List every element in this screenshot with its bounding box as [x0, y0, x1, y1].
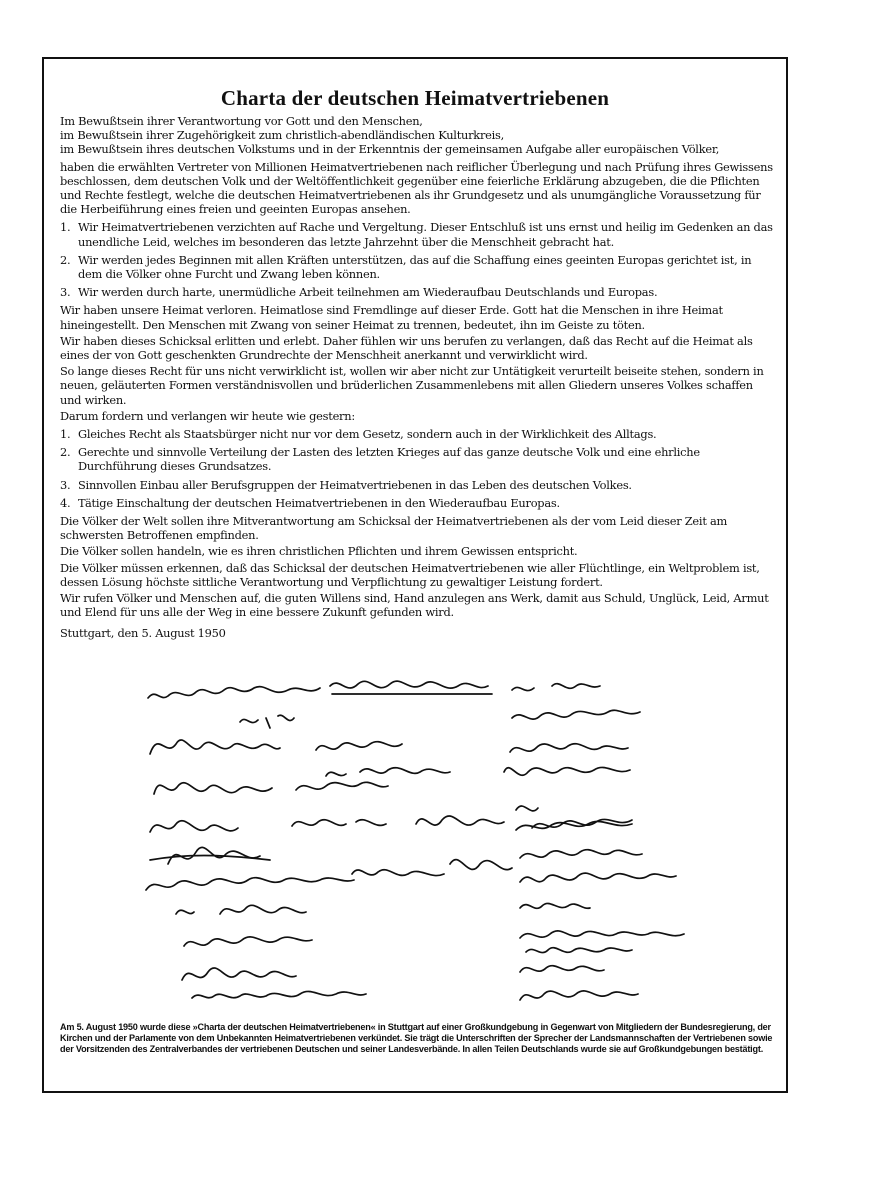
signature-stroke — [504, 767, 630, 775]
signature-stroke — [150, 821, 238, 832]
signature-stroke — [330, 681, 488, 688]
pledge-item — [60, 285, 774, 299]
signature-stroke — [296, 782, 388, 790]
pledge-number: 1. — [60, 220, 71, 235]
paragraph: So lange dieses Recht für uns nicht verwirklicht ist, wollen wir aber nicht zur Untätigkeit verurteilt beiseite stehen, sondern in neuen, geläuterten Formen verständnisvollen und brüderlichen Zusammenlebens mit allen Gliedern unseres Volkes schaffen und wirken. — [60, 364, 764, 407]
pledge-text: Wir werden durch harte, unermüdliche Arbeit teilnehmen am Wiederaufbau Deutschlands und Europas. — [78, 285, 658, 300]
pledge-list — [60, 220, 774, 299]
footnote: Am 5. August 1950 wurde diese »Charta der deutschen Heimatvertriebenen« in Stuttgart auf einer Großkundgebung in Gegenwart von Mitgliedern der Bundesregierung, der Kirchen und der Parlamente von dem Unbekannten Heimatvertriebenen verkündet. Sie trägt die Unterschriften der Sprecher der Landsmannschaften der Vertriebenen sowie der Vorsitzenden des Zentralverbandes der vertriebenen Deutschen und seiner Landesverbände. In allen Teilen Deutschlands wurde sie auf Großkundgebungen bestätigt. — [60, 1022, 773, 1055]
signature-stroke — [520, 873, 676, 882]
signature-stroke — [526, 948, 632, 953]
signature-stroke — [184, 937, 312, 946]
demand-number: 2. — [60, 445, 71, 460]
paragraph: Wir rufen Völker und Menschen auf, die guten Willens sind, Hand anzulegen ans Werk, damit aus Schuld, Unglück, Leid, Armut und Elend für uns alle der Weg in eine bessere Zukunft gefunden wird. — [60, 591, 769, 620]
paragraph: Die Völker sollen handeln, wie es ihren christlichen Pflichten und ihrem Gewissen entspricht. — [60, 544, 578, 559]
preamble-paragraph: haben die erwählten Vertreter von Millionen Heimatvertriebenen nach reiflicher Überlegung und nach Prüfung ihres Gewissens beschlossen, dem deutschen Volk und der Weltöffentlichkeit gegenüber eine feierliche Erklärung abzugeben, die die Pflichten und Rechte festlegt, welche die deutschen Heimatvertriebenen als ihr Grundgesetz und als unumgängliche Voraussetzung für die Herbeiführung eines freien und geeinten Europas ansehen. — [60, 159, 773, 217]
signature-stroke — [148, 687, 320, 698]
demand-item — [60, 478, 774, 492]
signature-stroke — [292, 820, 386, 826]
signature-stroke — [416, 816, 504, 825]
signature-stroke — [520, 931, 684, 938]
signature-stroke — [512, 710, 640, 719]
pledge-text: Wir Heimatvertriebenen verzichten auf Rache und Vergeltung. Dieser Entschluß ist uns ernst und heilig im Gedenken an das unendliche Leid, welches im besonderen das letzte Jahrzehnt über die Menschheit gebracht hat. — [78, 220, 773, 249]
demand-number: 3. — [60, 477, 71, 492]
signature-stroke — [154, 783, 272, 794]
place-date: Stuttgart, den 5. August 1950 — [60, 625, 226, 640]
preamble-line: im Bewußtsein ihrer Zugehörigkeit zum christlich-abendländischen Kulturkreis, — [60, 128, 505, 143]
demand-number: 4. — [60, 495, 71, 510]
preamble-line: im Bewußtsein ihres deutschen Volkstums und in der Erkenntnis der gemeinsamen Aufgabe aller europäischen Völker, — [60, 142, 720, 157]
pledge-number: 2. — [60, 252, 71, 267]
pledge-number: 3. — [60, 285, 71, 300]
signature-stroke — [316, 742, 402, 750]
signature-stroke — [352, 860, 512, 876]
signature-stroke — [176, 905, 306, 914]
demand-text: Gleiches Recht als Staatsbürger nicht nur vor dem Gesetz, sondern auch in der Wirklichkeit des Alltags. — [78, 427, 657, 442]
demand-item — [60, 427, 774, 441]
demand-list — [60, 427, 774, 510]
demand-text: Tätige Einschaltung der deutschen Heimatvertriebenen in den Wiederaufbau Europas. — [78, 495, 560, 510]
signature-stroke — [520, 991, 638, 1000]
signature-stroke — [146, 878, 354, 890]
charter-body — [60, 114, 774, 642]
pledge-item — [60, 253, 774, 281]
signature-stroke — [150, 856, 270, 861]
demands-intro: Darum fordern und verlangen wir heute wie gestern: — [60, 408, 355, 423]
demand-text: Gerechte und sinnvolle Verteilung der Lasten des letzten Krieges auf das ganze deutsche Volk und eine ehrliche Durchführung dieses Grundsatzes. — [78, 445, 700, 474]
demand-number: 1. — [60, 427, 71, 442]
signature-stroke — [240, 715, 294, 728]
demand-text: Sinnvollen Einbau aller Berufsgruppen der Heimatvertriebenen in das Leben des deutschen Volkes. — [78, 477, 632, 492]
signatures-block — [120, 668, 700, 1013]
paragraph: Wir haben dieses Schicksal erlitten und erlebt. Daher fühlen wir uns berufen zu verlangen, daß das Recht auf die Heimat als eines der von Gott geschenkten Grundrechte der Menschheit anerkannt und verwirklicht wird. — [60, 333, 753, 363]
signature-stroke — [150, 740, 280, 754]
document-title: Charta der deutschen Heimatvertriebenen — [220, 86, 610, 110]
signature-stroke — [510, 744, 628, 752]
signature-stroke — [182, 968, 296, 980]
signature-stroke — [520, 850, 642, 858]
demand-item — [60, 445, 774, 473]
demand-item — [60, 496, 774, 510]
signature-stroke — [192, 991, 366, 998]
pledge-text: Wir werden jedes Beginnen mit allen Kräften unterstützen, das auf die Schaffung eines geeinten Europas gerichtet ist, in dem die Völker ohne Furcht und Zwang leben können. — [78, 252, 752, 282]
signature-stroke — [512, 684, 600, 691]
paragraph: Wir haben unsere Heimat verloren. Heimatlose sind Fremdlinge auf dieser Erde. Gott hat die Menschen in ihre Heimat hineingestellt. Den Menschen mit Zwang von seiner Heimat zu trennen, bedeutet, ihn im Geiste zu töten. — [60, 303, 723, 332]
preamble-line: Im Bewußtsein ihrer Verantwortung vor Gott und den Menschen, — [60, 114, 423, 128]
paragraph: Die Völker müssen erkennen, daß das Schicksal der deutschen Heimatvertriebenen wie aller Flüchtlinge, ein Weltproblem ist, dessen Lösung höchste sittliche Verantwortung und Verpflichtung zu gewaltiger Leistung fordert. — [60, 560, 760, 589]
signature-stroke — [520, 903, 590, 908]
signature-stroke — [520, 966, 604, 972]
pledge-item — [60, 220, 774, 248]
signature-stroke — [326, 768, 450, 776]
paragraph: Die Völker der Welt sollen ihre Mitverantwortung am Schicksal der Heimatvertriebenen als der vom Leid dieser Zeit am schwersten Betroffenen empfinden. — [60, 514, 728, 543]
